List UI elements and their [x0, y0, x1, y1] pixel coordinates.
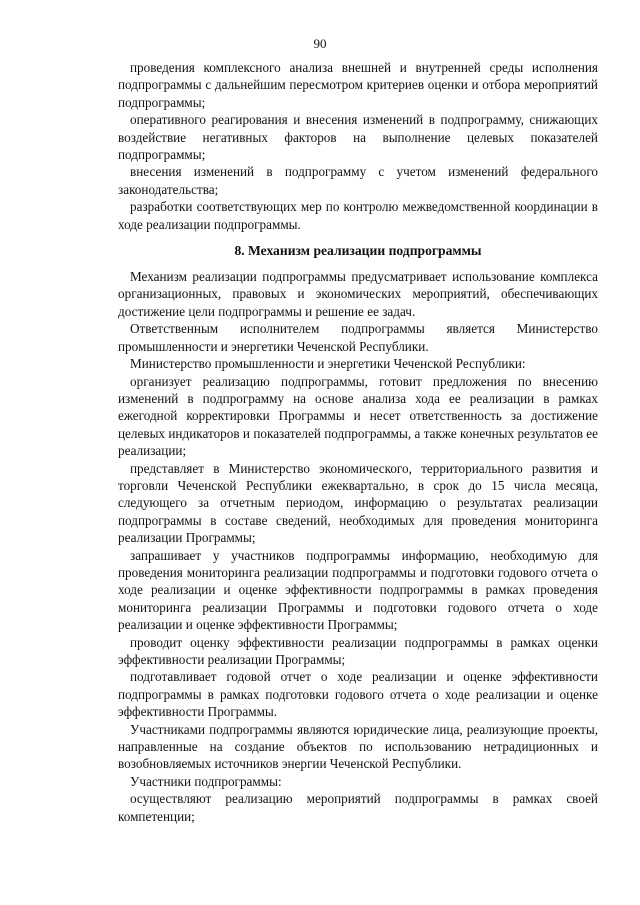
- intro-paragraph-1: проведения комплексного анализа внешней и внутренней среды исполнения подпрограммы с дальнейшим пересмотром критериев оценки и отбора мероприятий подпрограммы;: [118, 60, 598, 110]
- section-paragraph-3: Министерство промышленности и энергетики Чеченской Республики:: [130, 356, 526, 372]
- intro-paragraph-3: внесения изменений в подпрограмму с учетом изменений федерального законодательства;: [118, 164, 598, 197]
- section-heading: 8. Механизм реализации подпрограммы: [234, 243, 482, 259]
- section-paragraph-10: Участники подпрограммы:: [130, 773, 282, 789]
- section-paragraph-6: запрашивает у участников подпрограммы информацию, необходимую для проведения мониторинга реализации подпрограммы и подготовки годового отчета о ходе реализации и оценке эффективности подпрограммы в рамках проведения мониторинга реализации Программы и подготовки годового отчета о ходе реализации и оценке эффективности Программы;: [118, 547, 598, 633]
- section-paragraph-2: Ответственным исполнителем подпрограммы является Министерство промышленности и энергетики Чеченской Республики.: [118, 321, 598, 354]
- section-paragraph-9: Участниками подпрограммы являются юридические лица, реализующие проекты, направленные на создание объектов по использованию нетрадиционных и возобновляемых источников энергии Чеченской Республики.: [118, 721, 598, 772]
- section-paragraph-11: осуществляют реализацию мероприятий подпрограммы в рамках своей компетенции;: [118, 791, 598, 824]
- intro-paragraph-4: разработки соответствующих мер по контролю межведомственной координации в ходе реализации подпрограммы.: [118, 199, 598, 232]
- section-paragraph-7: проводит оценку эффективности реализации подпрограммы в рамках оценки эффективности реализации Программы;: [118, 634, 598, 667]
- section-paragraph-1: Механизм реализации подпрограммы предусматривает использование комплекса организационных, правовых и экономических мероприятий, обеспечивающих достижение цели подпрограммы и решение ее задач.: [118, 269, 598, 319]
- intro-paragraph-2: оперативного реагирования и внесения изменений в подпрограмму, снижающих воздействие негативных факторов на выполнение целевых показателей подпрограммы;: [118, 112, 598, 163]
- section-paragraph-4: организует реализацию подпрограммы, готовит предложения по внесению изменений в подпрограмму на основе анализа хода ее реализации в рамках ежегодной корректировки Программы и несет ответственность за достижение целевых индикаторов и показателей подпрограммы, а также конечных результатов ее реализации;: [118, 373, 598, 459]
- section-paragraph-8: подготавливает годовой отчет о ходе реализации и оценке эффективности подпрограммы в рамках подготовки годового отчета о ходе реализации и оценке эффективности Программы.: [118, 669, 598, 720]
- document-body: [118, 59, 598, 825]
- page-number: 90: [313, 36, 327, 51]
- section-paragraph-5: представляет в Министерство экономического, территориального развития и торговли Чеченской Республики ежеквартально, в срок до 15 числа месяца, следующего за отчетным периодом, информацию о результатах реализации подпрограммы в составе сведений, необходимых для проведения мониторинга реализации Программы;: [118, 460, 598, 546]
